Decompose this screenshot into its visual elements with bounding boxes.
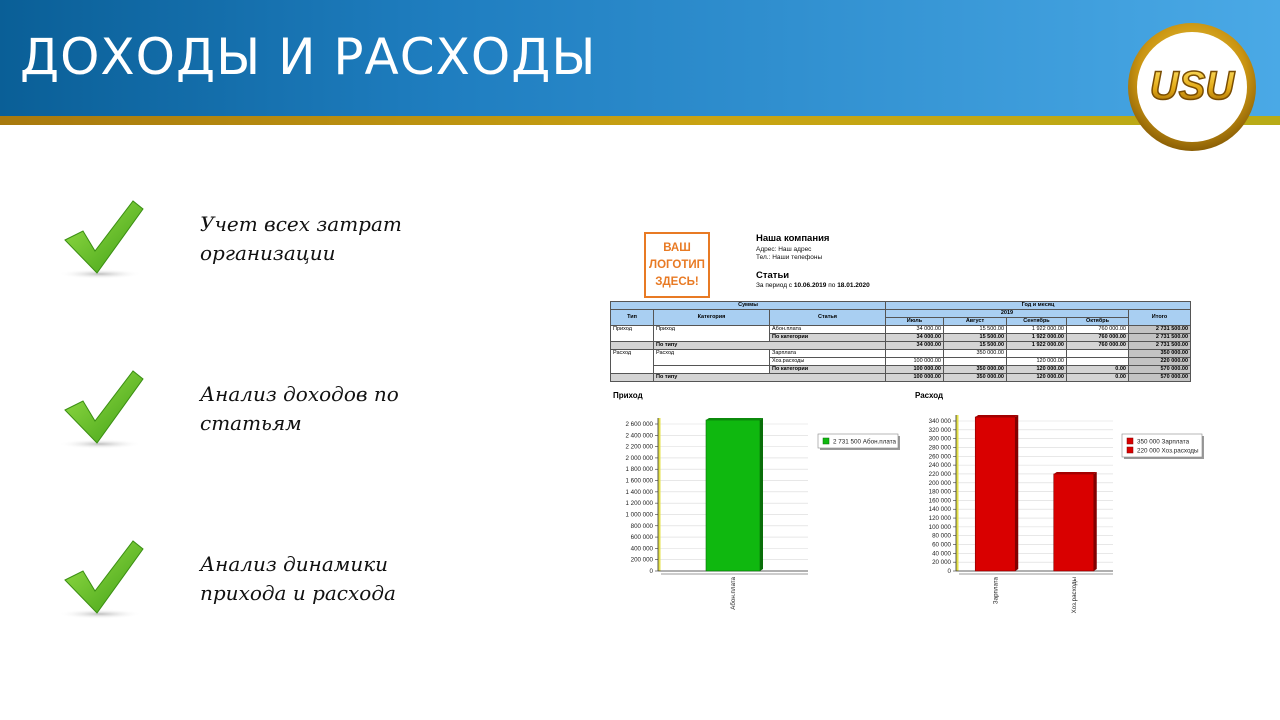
- report-table: [610, 301, 1191, 382]
- cell-value: 760 000.00: [1067, 334, 1129, 342]
- header-total: Итого: [1129, 310, 1191, 326]
- slide-title: ДОХОДЫ И РАСХОДЫ: [20, 28, 597, 86]
- cell-value: [1067, 358, 1129, 366]
- y-tick-label: 2 000 000: [625, 454, 653, 462]
- legend-swatch: [823, 438, 829, 444]
- income-chart: [608, 406, 908, 621]
- bullet-1-line1: Учет всех затрат: [200, 212, 402, 236]
- legend-swatch: [1127, 447, 1133, 453]
- cell-value: 120 000.00: [1007, 366, 1067, 374]
- report-preview: [608, 230, 1199, 625]
- cell-value: 350 000.00: [944, 374, 1007, 382]
- header-month: Август: [944, 318, 1007, 326]
- y-tick-label: 20 000: [932, 559, 951, 567]
- y-tick-label: 60 000: [932, 541, 951, 549]
- y-tick-label: 0: [649, 568, 653, 575]
- cell-total: 570 000.00: [1129, 374, 1191, 382]
- company-address: Адрес: Наш адрес: [756, 246, 812, 253]
- header-sums: Суммы: [611, 302, 886, 310]
- y-tick-label: 200 000: [928, 479, 951, 487]
- cell-article: Зарплата: [770, 350, 886, 358]
- period-mid: по: [828, 282, 836, 289]
- cell-value: 15 500.00: [944, 334, 1007, 342]
- cell-value: 760 000.00: [1067, 326, 1129, 334]
- bar-side: [1094, 472, 1097, 571]
- x-tick-label: Зарплата: [992, 577, 1000, 605]
- cell-type: Приход: [611, 326, 654, 342]
- company-name: Наша компания: [756, 233, 830, 244]
- y-tick-label: 340 000: [928, 418, 951, 425]
- cell-value: 1 922 000.00: [1007, 334, 1067, 342]
- y-tick-label: 180 000: [928, 488, 951, 496]
- cell-category: Расход: [654, 350, 770, 366]
- placeholder-logo: [644, 232, 710, 298]
- cell-value: 120 000.00: [1007, 358, 1067, 366]
- y-tick-label: 120 000: [928, 515, 951, 523]
- header-month: Июль: [886, 318, 944, 326]
- y-tick-label: 600 000: [630, 534, 653, 542]
- cell-value: [1067, 350, 1129, 358]
- cell-total: 350 000.00: [1129, 350, 1191, 358]
- cell-category: Приход: [654, 326, 770, 342]
- cell-value: 350 000.00: [944, 350, 1007, 358]
- income-chart-title: Приход: [613, 391, 643, 400]
- check-icon: [55, 195, 155, 285]
- cell-total: 570 000.00: [1129, 366, 1191, 374]
- cell-value: 760 000.00: [1067, 342, 1129, 350]
- table-row: [611, 302, 1191, 310]
- y-tick-label: 100 000: [928, 523, 951, 531]
- cell-value: [944, 358, 1007, 366]
- y-tick-label: 200 000: [630, 556, 653, 564]
- y-tick-label: 40 000: [932, 550, 951, 558]
- y-tick-label: 1 000 000: [625, 511, 653, 519]
- logo-text: USU: [1149, 64, 1235, 108]
- header-divider: [0, 116, 1280, 125]
- x-tick-label: Хоз.расходы: [1070, 577, 1078, 614]
- y-tick-label: 1 200 000: [625, 500, 653, 508]
- cell-value: 15 500.00: [944, 342, 1007, 350]
- period-from: 10.06.2019: [793, 282, 827, 289]
- bullet-2-line2: статьям: [200, 411, 302, 435]
- y-tick-label: 1 600 000: [625, 477, 653, 485]
- logo-line: ЗДЕСЬ!: [655, 275, 699, 288]
- cell-subtotal-label: По типу: [654, 342, 886, 350]
- y-tick-label: 2 200 000: [625, 443, 653, 451]
- report-title: Статьи: [756, 270, 790, 281]
- x-tick-label: Абон.плата: [730, 577, 737, 610]
- cell-value: 34 000.00: [886, 334, 944, 342]
- header-month: Октябрь: [1067, 318, 1129, 326]
- bar-top: [1054, 472, 1097, 474]
- cell-value: 1 922 000.00: [1007, 342, 1067, 350]
- y-tick-label: 160 000: [928, 497, 951, 505]
- y-tick-label: 2 600 000: [625, 421, 653, 428]
- cell-total: 220 000.00: [1129, 358, 1191, 366]
- cell-value: 0.00: [1067, 374, 1129, 382]
- cell-value: [1007, 350, 1067, 358]
- cell-article: Хоз.расходы: [770, 358, 886, 366]
- header-article: Статья: [770, 310, 886, 326]
- bullet-3-line2: прихода и расхода: [200, 581, 396, 605]
- legend-swatch: [1127, 438, 1133, 444]
- bar: [975, 417, 1015, 571]
- header-month: Сентябрь: [1007, 318, 1067, 326]
- cell-type: Расход: [611, 350, 654, 374]
- table-row: [611, 350, 1191, 358]
- table-row: [611, 326, 1191, 334]
- bullet-3-line1: Анализ динамики: [200, 552, 389, 576]
- y-tick-label: 2 400 000: [625, 432, 653, 440]
- y-tick-label: 1 400 000: [625, 488, 653, 496]
- legend-label: 2 731 500 Абон.плата: [833, 438, 897, 446]
- cell-total: 2 731 500.00: [1129, 334, 1191, 342]
- bullet-text-3: [200, 550, 396, 608]
- bar: [1054, 474, 1094, 571]
- check-icon: [55, 535, 155, 625]
- bullet-text-2: [200, 380, 399, 438]
- header-category: Категория: [654, 310, 770, 326]
- y-tick-label: 1 800 000: [625, 466, 653, 474]
- cell-subtotal-label: По типу: [654, 374, 886, 382]
- usu-logo: [1127, 22, 1257, 152]
- logo-line: ЛОГОТИП: [649, 258, 705, 271]
- table-row: [611, 342, 1191, 350]
- y-tick-label: 140 000: [928, 506, 951, 514]
- y-tick-label: 260 000: [928, 453, 951, 461]
- bar-side: [760, 418, 763, 571]
- cell-value: 1 922 000.00: [1007, 326, 1067, 334]
- cell-article: Абон.плата: [770, 326, 886, 334]
- period-prefix: За период с: [756, 282, 793, 289]
- cell-value: 100 000.00: [886, 374, 944, 382]
- bullet-1-line2: организации: [200, 241, 336, 265]
- cell-value: 15 500.00: [944, 326, 1007, 334]
- period-to: 18.01.2020: [837, 282, 870, 289]
- cell-total: 2 731 500.00: [1129, 342, 1191, 350]
- cell-subtotal-label: По категории: [770, 366, 886, 374]
- table-row: [611, 366, 1191, 374]
- header-year-month: Год и месяц: [886, 302, 1191, 310]
- header-type: Тип: [611, 310, 654, 326]
- table-row: [611, 374, 1191, 382]
- y-tick-label: 240 000: [928, 462, 951, 470]
- bar-top: [706, 418, 763, 420]
- y-tick-label: 280 000: [928, 444, 951, 452]
- cell-value: [886, 350, 944, 358]
- bullet-2-line1: Анализ доходов по: [200, 382, 399, 406]
- table-row: [611, 310, 1191, 318]
- cell-subtotal-label: По категории: [770, 334, 886, 342]
- expense-chart-title: Расход: [915, 391, 944, 400]
- y-tick-label: 300 000: [928, 435, 951, 443]
- expense-chart: [908, 406, 1208, 621]
- logo-line: ВАШ: [663, 241, 691, 254]
- check-icon: [55, 365, 155, 455]
- y-tick-label: 800 000: [630, 522, 653, 530]
- cell-value: 350 000.00: [944, 366, 1007, 374]
- cell-total: 2 731 500.00: [1129, 326, 1191, 334]
- y-tick-label: 220 000: [928, 470, 951, 478]
- y-tick-label: 400 000: [630, 545, 653, 553]
- header-year: 2019: [886, 310, 1129, 318]
- bar-side: [1015, 415, 1018, 571]
- bar-top: [975, 415, 1018, 417]
- y-tick-label: 320 000: [928, 426, 951, 434]
- company-phone: Тел.: Наши телефоны: [756, 254, 823, 261]
- cell-value: 34 000.00: [886, 326, 944, 334]
- bar: [706, 420, 760, 571]
- report-period: [756, 282, 870, 289]
- y-tick-label: 0: [947, 568, 951, 575]
- cell-value: 0.00: [1067, 366, 1129, 374]
- cell-value: 100 000.00: [886, 366, 944, 374]
- cell-value: 120 000.00: [1007, 374, 1067, 382]
- bullet-text-1: [200, 210, 402, 268]
- cell-value: 100 000.00: [886, 358, 944, 366]
- legend-label: 350 000 Зарплата: [1137, 438, 1190, 446]
- cell-value: 34 000.00: [886, 342, 944, 350]
- y-tick-label: 80 000: [932, 532, 951, 540]
- legend-label: 220 000 Хоз.расходы: [1137, 447, 1199, 455]
